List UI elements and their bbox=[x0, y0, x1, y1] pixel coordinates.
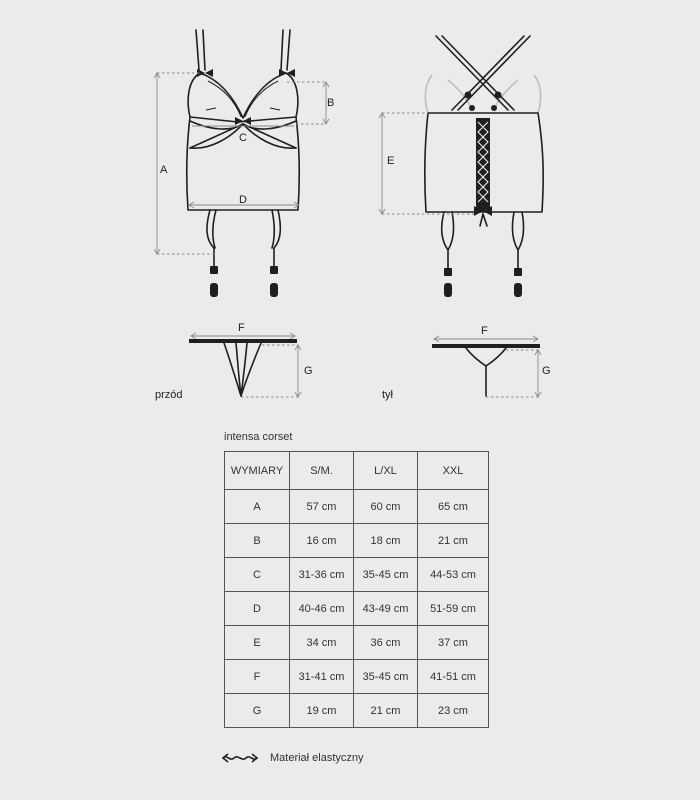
table-cell: 21 cm bbox=[354, 694, 418, 728]
table-cell: 21 cm bbox=[418, 524, 489, 558]
front-thong-drawing bbox=[189, 333, 301, 397]
dim-label-a: A bbox=[160, 164, 168, 176]
table-cell: E bbox=[225, 626, 290, 660]
table-row bbox=[225, 490, 489, 524]
table-cell: 35-45 cm bbox=[354, 660, 418, 694]
table-cell: 35-45 cm bbox=[354, 558, 418, 592]
table-cell: 23 cm bbox=[418, 694, 489, 728]
size-table bbox=[224, 451, 489, 728]
table-cell: 34 cm bbox=[290, 626, 354, 660]
table-cell: 60 cm bbox=[354, 490, 418, 524]
header-cell: L/XL bbox=[354, 452, 418, 490]
back-thong-drawing bbox=[432, 336, 541, 397]
table-cell: 16 cm bbox=[290, 524, 354, 558]
table-row bbox=[225, 626, 489, 660]
table-row bbox=[225, 694, 489, 728]
back-label: tył bbox=[382, 389, 393, 401]
table-row bbox=[225, 524, 489, 558]
table-cell: B bbox=[225, 524, 290, 558]
table-cell: 19 cm bbox=[290, 694, 354, 728]
legend bbox=[222, 752, 364, 764]
table-header-row bbox=[225, 452, 489, 490]
table-row bbox=[225, 660, 489, 694]
table-cell: 31-41 cm bbox=[290, 660, 354, 694]
header-cell: S/M. bbox=[290, 452, 354, 490]
table-cell: A bbox=[225, 490, 290, 524]
legend-label: Materiał elastyczny bbox=[270, 752, 364, 764]
dim-label-f-front: F bbox=[238, 322, 245, 334]
table-cell: 36 cm bbox=[354, 626, 418, 660]
table-cell: 18 cm bbox=[354, 524, 418, 558]
front-corset-drawing bbox=[187, 30, 300, 297]
dim-label-c: C bbox=[239, 132, 247, 144]
table-cell: 37 cm bbox=[418, 626, 489, 660]
back-corset-drawing bbox=[425, 36, 544, 297]
dim-label-b: B bbox=[327, 97, 335, 109]
table-cell: 40-46 cm bbox=[290, 592, 354, 626]
dim-label-g-front: G bbox=[304, 365, 313, 377]
table-cell: 41-51 cm bbox=[418, 660, 489, 694]
elastic-arrow-icon bbox=[222, 752, 258, 764]
table-cell: 31-36 cm bbox=[290, 558, 354, 592]
dim-label-e: E bbox=[387, 155, 395, 167]
table-cell: D bbox=[225, 592, 290, 626]
dim-label-d: D bbox=[239, 194, 247, 206]
table-cell: 65 cm bbox=[418, 490, 489, 524]
table-cell: F bbox=[225, 660, 290, 694]
front-dimension-lines bbox=[154, 73, 329, 254]
table-cell: 57 cm bbox=[290, 490, 354, 524]
front-label: przód bbox=[155, 389, 183, 401]
dim-label-f-back: F bbox=[481, 325, 488, 337]
table-row bbox=[225, 592, 489, 626]
table-row bbox=[225, 558, 489, 592]
table-caption: intensa corset bbox=[224, 431, 293, 443]
dim-label-g-back: G bbox=[542, 365, 551, 377]
table-cell: 43-49 cm bbox=[354, 592, 418, 626]
table-cell: G bbox=[225, 694, 290, 728]
table-cell: 51-59 cm bbox=[418, 592, 489, 626]
header-cell: XXL bbox=[418, 452, 489, 490]
table-cell: 44-53 cm bbox=[418, 558, 489, 592]
header-cell: WYMIARY bbox=[225, 452, 290, 490]
table-cell: C bbox=[225, 558, 290, 592]
